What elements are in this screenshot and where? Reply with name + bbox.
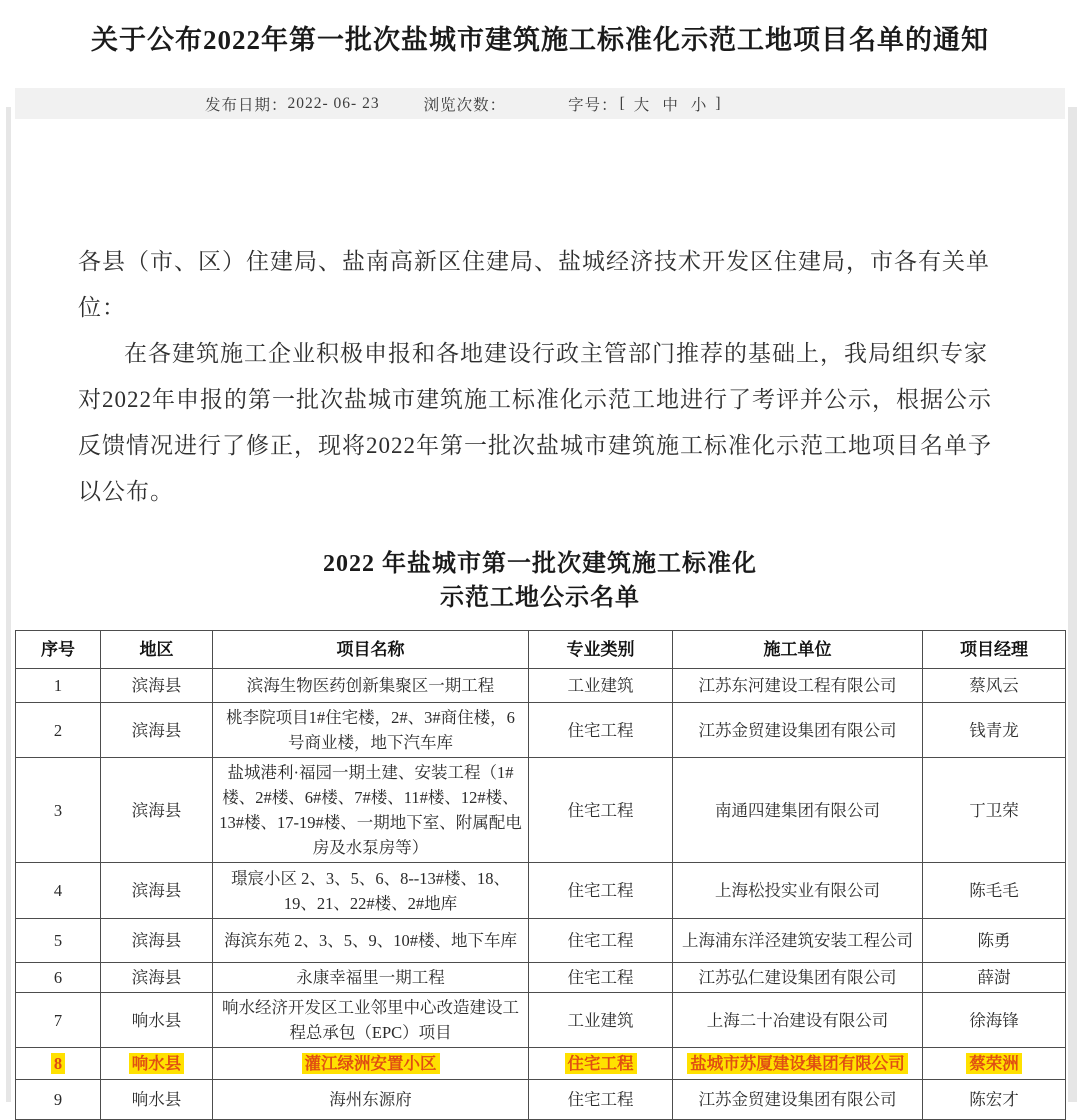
cell-contractor: 江苏弘仁建设集团有限公司 [673, 963, 923, 993]
table-row [16, 758, 1066, 863]
cell-contractor [673, 1048, 923, 1080]
cell-manager [923, 1048, 1066, 1080]
cell-manager: 徐海锋 [923, 993, 1066, 1048]
cell-region: 响水县 [101, 993, 213, 1048]
cell-category [529, 1048, 673, 1080]
cell-contractor: 南通四建集团有限公司 [673, 758, 923, 863]
cell-region: 滨海县 [101, 963, 213, 993]
font-size-medium-button[interactable]: 中 [662, 96, 679, 114]
cell-contractor: 江苏金贸建设集团有限公司 [673, 703, 923, 758]
cell-project: 响水经济开发区工业邻里中心改造建设工程总承包（EPC）项目 [213, 993, 529, 1048]
cell-region: 滨海县 [101, 758, 213, 863]
cell-project: 盐城港利·福园一期土建、安装工程（1#楼、2#楼、6#楼、7#楼、11#楼、12#楼、13#楼、17-19#楼、一期地下室、附属配电房及水泵房等） [213, 758, 529, 863]
cell-seq: 4 [16, 863, 101, 919]
col-header-contractor: 施工单位 [673, 631, 923, 669]
cell-contractor: 江苏东河建设工程有限公司 [673, 669, 923, 703]
font-size-bracket-open: [ [619, 94, 626, 112]
table-title-line1: 2022 年盐城市第一批次建筑施工标准化 [323, 551, 757, 577]
table-row [16, 993, 1066, 1048]
cell-contractor: 上海浦东洋泾建筑安装工程公司 [673, 919, 923, 963]
cell-category: 工业建筑 [529, 669, 673, 703]
cell-seq: 1 [16, 669, 101, 703]
cell-category: 工业建筑 [529, 993, 673, 1048]
meta-bar [15, 88, 1065, 119]
scan-edge-right [1068, 107, 1077, 1102]
cell-category: 住宅工程 [529, 703, 673, 758]
font-size-label: 字号： [568, 96, 618, 114]
cell-seq: 5 [16, 919, 101, 963]
cell-category: 住宅工程 [529, 963, 673, 993]
publish-date-value: 2022- 06- 23 [287, 94, 380, 112]
cell-manager: 蔡风云 [923, 669, 1066, 703]
cell-region [101, 1048, 213, 1080]
cell-manager: 陈宏才 [923, 1080, 1066, 1120]
table-row [16, 703, 1066, 758]
cell-project: 桃李院项目1#住宅楼，2#、3#商住楼，6号商业楼，地下汽车库 [213, 703, 529, 758]
table-row [16, 669, 1066, 703]
col-header-category: 专业类别 [529, 631, 673, 669]
cell-project: 海滨东苑 2、3、5、9、10#楼、地下车库 [213, 919, 529, 963]
cell-manager: 钱青龙 [923, 703, 1066, 758]
project-list-table [15, 630, 1066, 1120]
font-size-small-button[interactable]: 小 [690, 96, 708, 114]
table-row [16, 963, 1066, 993]
cell-contractor: 上海二十冶建设有限公司 [673, 993, 923, 1048]
highlighted-text: 灌江绿洲安置小区 [302, 1053, 440, 1074]
highlighted-text: 住宅工程 [565, 1053, 637, 1074]
notice-document-page [0, 22, 1080, 1109]
cell-seq: 3 [16, 758, 101, 863]
cell-category: 住宅工程 [529, 1080, 673, 1120]
table-title [0, 547, 1080, 615]
cell-region: 滨海县 [101, 863, 213, 919]
table-row-highlighted [16, 1048, 1066, 1080]
cell-region: 响水县 [101, 1080, 213, 1120]
scan-edge-left [6, 107, 11, 1102]
views-label: 浏览次数： [423, 96, 507, 114]
cell-region: 滨海县 [101, 919, 213, 963]
col-header-region: 地区 [101, 631, 213, 669]
col-header-project: 项目名称 [213, 631, 529, 669]
font-size-bracket-close: ] [715, 94, 722, 112]
cell-category: 住宅工程 [529, 919, 673, 963]
cell-region: 滨海县 [101, 669, 213, 703]
highlighted-text: 响水县 [129, 1053, 185, 1074]
cell-region: 滨海县 [101, 703, 213, 758]
table-row-partial [16, 1080, 1066, 1120]
notice-body [78, 239, 1002, 515]
cell-project: 滨海生物医药创新集聚区一期工程 [213, 669, 529, 703]
table-row [16, 863, 1066, 919]
cell-seq [16, 1048, 101, 1080]
main-paragraph: 在各建筑施工企业积极申报和各地建设行政主管部门推荐的基础上，我局组织专家对2022年申报的第一批次盐城市建筑施工标准化示范工地进行了考评并公示，根据公示反馈情况进行了修正，现将2022年第一批次盐城市建筑施工标准化示范工地项目名单予以公布。 [78, 341, 992, 504]
font-size-large-button[interactable]: 大 [633, 96, 651, 114]
highlighted-text: 蔡荣洲 [966, 1053, 1022, 1074]
cell-seq: 7 [16, 993, 101, 1048]
cell-project [213, 1048, 529, 1080]
col-header-seq: 序号 [16, 631, 101, 669]
table-row [16, 919, 1066, 963]
cell-manager: 陈毛毛 [923, 863, 1066, 919]
cell-category: 住宅工程 [529, 863, 673, 919]
cell-manager: 薛澍 [923, 963, 1066, 993]
cell-seq: 2 [16, 703, 101, 758]
cell-project: 璟宸小区 2、3、5、6、8--13#楼、18、19、21、22#楼、2#地库 [213, 863, 529, 919]
highlighted-text: 8 [51, 1053, 65, 1074]
cell-contractor: 江苏金贸建设集团有限公司 [673, 1080, 923, 1120]
cell-manager: 丁卫荣 [923, 758, 1066, 863]
page-title: 关于公布2022年第一批次盐城市建筑施工标准化示范工地项目名单的通知 [91, 25, 989, 55]
cell-category: 住宅工程 [529, 758, 673, 863]
col-header-manager: 项目经理 [923, 631, 1066, 669]
cell-contractor: 上海松投实业有限公司 [673, 863, 923, 919]
cell-manager: 陈勇 [923, 919, 1066, 963]
salutation-paragraph: 各县（市、区）住建局、盐南高新区住建局、盐城经济技术开发区住建局，市各有关单位： [78, 249, 990, 320]
publish-date-label: 发布日期： [205, 96, 288, 114]
cell-project: 海州东源府 [213, 1080, 529, 1120]
table-title-line2: 示范工地公示名单 [440, 585, 640, 611]
cell-project: 永康幸福里一期工程 [213, 963, 529, 993]
cell-seq: 6 [16, 963, 101, 993]
cell-seq: 9 [16, 1080, 101, 1120]
highlighted-text: 盐城市苏厦建设集团有限公司 [687, 1053, 908, 1074]
table-header-row [16, 631, 1066, 669]
